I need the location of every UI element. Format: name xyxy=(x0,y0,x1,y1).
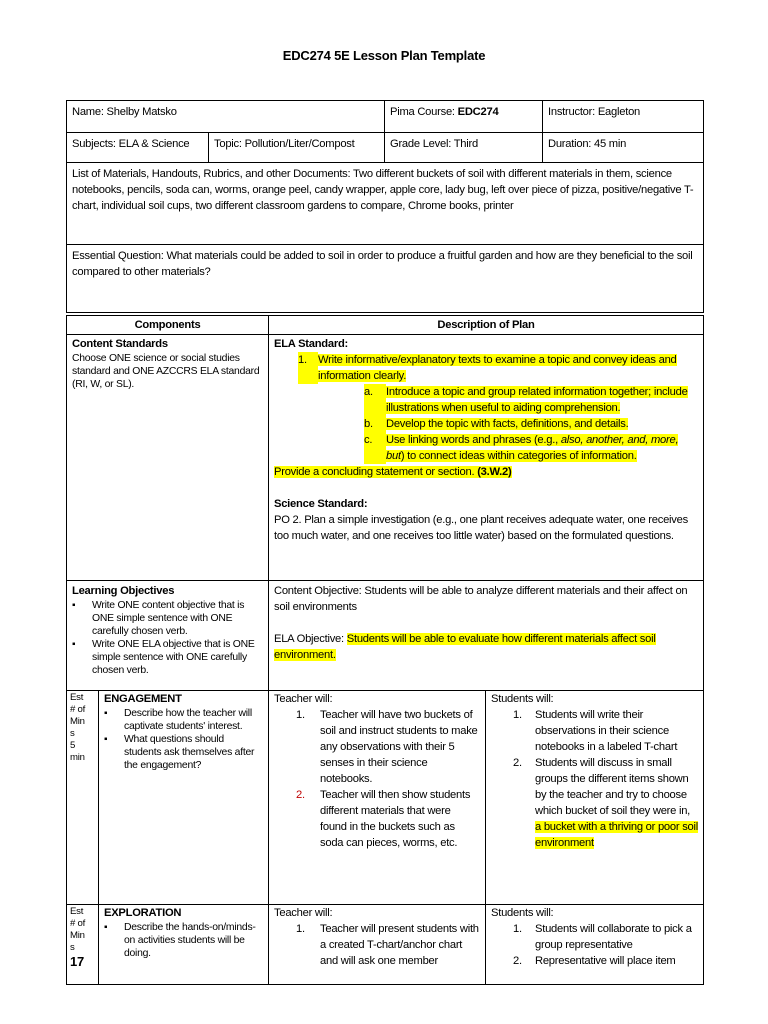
concluding-line xyxy=(274,464,698,480)
topic-cell xyxy=(209,133,385,163)
components-header xyxy=(67,316,269,335)
student-step-number: 2. xyxy=(513,757,522,769)
teacher-step-1 xyxy=(274,707,480,787)
name-cell xyxy=(67,101,385,133)
bullet-icon xyxy=(104,707,118,733)
student-step-number: 1. xyxy=(513,709,522,721)
s-label: s xyxy=(70,728,75,739)
course-value: EDC274 xyxy=(457,106,499,118)
science-standard-heading: Science Standard: xyxy=(274,498,368,510)
description-label: Description of Plan xyxy=(437,319,535,331)
student-step-number: 2. xyxy=(513,955,522,967)
ela-standard-heading: ELA Standard: xyxy=(274,338,349,350)
duration-text: Duration: 45 min xyxy=(548,138,627,150)
engagement-bullet-text: What questions should students ask themselves after the engagement? xyxy=(124,734,255,771)
engagement-phase-cell xyxy=(99,691,269,905)
engagement-teacher-cell xyxy=(269,691,486,905)
ela-objective-label: ELA Objective: xyxy=(274,633,347,645)
sub-a-text: Introduce a topic and group related information together; include illustrations when useful to aiding comprehension. xyxy=(386,386,688,414)
s-label: s xyxy=(70,942,75,953)
engagement-bullet-2 xyxy=(104,733,263,772)
teacher-step-number: 2. xyxy=(296,789,305,801)
objective-bullet-text: Write ONE content objective that is ONE simple sentence with ONE carefully chosen verb. xyxy=(92,600,245,637)
materials-cell xyxy=(67,163,704,245)
teacher-step-number: 1. xyxy=(296,709,305,721)
exploration-bullet-text: Describe the hands-on/minds-on activities students will be doing. xyxy=(124,922,256,959)
objectives-description-cell xyxy=(269,581,704,691)
exploration-student-step-2 xyxy=(491,953,698,969)
teacher-will-label: Teacher will: xyxy=(274,693,333,705)
standards-description-cell xyxy=(269,335,704,581)
sub-c-italic: also, another, and, more, but xyxy=(386,434,679,462)
ela-sub-c xyxy=(274,432,698,464)
content-standards-heading: Content Standards xyxy=(72,338,168,350)
learning-objectives-cell xyxy=(67,581,269,691)
exploration-student-step-1 xyxy=(491,921,698,953)
exploration-bullet-1 xyxy=(104,921,263,960)
subjects-text: Subjects: ELA & Science xyxy=(72,138,190,150)
teacher-will-label: Teacher will: xyxy=(274,907,333,919)
engagement-minutes-unit: min xyxy=(70,752,85,763)
exploration-phase-cell xyxy=(99,905,269,985)
plan-table xyxy=(66,315,704,985)
bullet-icon xyxy=(72,599,86,638)
student-step-text: Representative will place item xyxy=(535,955,676,967)
components-label: Components xyxy=(134,319,201,331)
of-label: # of xyxy=(70,704,86,715)
essential-question-cell xyxy=(67,245,704,313)
ela-sub-b xyxy=(274,416,698,432)
ela-item-text: Write informative/explanatory texts to examine a topic and convey ideas and information clearly. xyxy=(318,354,677,382)
course-cell xyxy=(385,101,543,133)
est-label: Est xyxy=(70,906,84,917)
student-step-number: 1. xyxy=(513,923,522,935)
grade-text: Grade Level: Third xyxy=(390,138,478,150)
student-step-2 xyxy=(491,755,698,851)
engagement-minutes: 5 xyxy=(70,740,76,751)
objective-bullet-text: Write ONE ELA objective that is ONE simple sentence with ONE carefully chosen verb. xyxy=(92,639,255,676)
sub-b-text: Develop the topic with facts, definitions, and details. xyxy=(386,418,629,430)
content-standards-instructions: Choose ONE science or social studies standard and ONE AZCCRS ELA standard (RI, W, or SL). xyxy=(72,353,260,390)
bullet-icon xyxy=(104,921,118,960)
description-header xyxy=(269,316,704,335)
ela-objective xyxy=(274,631,698,663)
ela-sub-a xyxy=(274,384,698,416)
instructor-cell xyxy=(543,101,704,133)
document-title: EDC274 5E Lesson Plan Template xyxy=(282,48,486,63)
essential-question-text: Essential Question: What materials could be added to soil in order to produce a fruitful garden and how are they beneficial to the soil compared to other materials? xyxy=(72,250,693,278)
bullet-icon xyxy=(104,733,118,772)
ela-objective-text: Students will be able to evaluate how different materials affect soil environment. xyxy=(274,633,656,661)
teacher-step-text: Teacher will have two buckets of soil and instruct students to make any observations with their 5 senses in their science notebooks. xyxy=(320,709,478,785)
materials-text: List of Materials, Handouts, Rubrics, and other Documents: Two different buckets of soil with different materials in them, science notebooks, pencils, soda can, worms, orange peel, candy wrapper, apple core, lady bug, left over piece of pizza, positive/negative T-chart, individual soil cups, two different classroom gardens to compare, Chrome books, printer xyxy=(72,168,694,212)
standard-code: (3.W.2) xyxy=(477,466,512,478)
engagement-time-cell xyxy=(67,691,99,905)
sub-b-number: b. xyxy=(364,416,386,432)
student-step-text: Students will collaborate to pick a group representative xyxy=(535,923,692,951)
subjects-cell xyxy=(67,133,209,163)
exploration-minutes: 17 xyxy=(70,954,84,969)
engagement-students-cell xyxy=(486,691,704,905)
concluding-text: Provide a concluding statement or section. xyxy=(274,466,478,478)
engagement-bullet-text: Describe how the teacher will captivate students' interest. xyxy=(124,708,252,732)
duration-cell xyxy=(543,133,704,163)
student-step-highlight: a bucket with a thriving or poor soil environment xyxy=(535,821,698,849)
exploration-heading: EXPLORATION xyxy=(104,907,182,919)
instructor-text: Instructor: Eagleton xyxy=(548,106,641,118)
bullet-icon xyxy=(72,638,86,677)
objective-bullet-2 xyxy=(72,638,263,677)
exploration-students-cell xyxy=(486,905,704,985)
course-label: Pima Course: xyxy=(390,106,458,118)
est-label: Est xyxy=(70,692,84,703)
students-will-label: Students will: xyxy=(491,693,554,705)
of-label: # of xyxy=(70,918,86,929)
exploration-teacher-cell xyxy=(269,905,486,985)
learning-objectives-heading: Learning Objectives xyxy=(72,585,175,597)
sub-c-text-start: Use linking words and phrases (e.g., xyxy=(386,434,561,446)
content-objective: Content Objective: Students will be able to analyze different materials and their affect on soil environments xyxy=(274,585,688,613)
teacher-step-2 xyxy=(274,787,480,851)
name-text: Name: Shelby Matsko xyxy=(72,106,177,118)
student-step-text: Students will discuss in small groups the different items shown by the teacher and try to choose which bucket of soil they were in, xyxy=(535,757,691,817)
teacher-step-number: 1. xyxy=(296,923,305,935)
exploration-time-cell xyxy=(67,905,99,985)
sub-c-number: c. xyxy=(364,432,386,464)
min-label: Min xyxy=(70,716,85,727)
student-step-text: Students will write their observations in their science notebooks in a labeled T-chart xyxy=(535,709,678,753)
engagement-bullet-1 xyxy=(104,707,263,733)
ela-item-1 xyxy=(274,352,698,384)
science-standard-text: PO 2. Plan a simple investigation (e.g., one plant receives adequate water, one receives too much water, and one receives too little water) based on the formulated questions. xyxy=(274,514,688,542)
ela-item-number: 1. xyxy=(298,352,318,384)
objective-bullet-1 xyxy=(72,599,263,638)
min-label: Min xyxy=(70,930,85,941)
sub-a-number: a. xyxy=(364,384,386,416)
students-will-label: Students will: xyxy=(491,907,554,919)
student-step-1 xyxy=(491,707,698,755)
grade-cell xyxy=(385,133,543,163)
header-table xyxy=(66,100,704,313)
engagement-heading: ENGAGEMENT xyxy=(104,693,182,705)
exploration-teacher-step-1 xyxy=(274,921,480,969)
content-standards-cell xyxy=(67,335,269,581)
topic-text: Topic: Pollution/Liter/Compost xyxy=(214,138,355,150)
sub-c-text-end: ) to connect ideas within categories of information. xyxy=(400,450,637,462)
teacher-step-text: Teacher will present students with a created T-chart/anchor chart and will ask one member xyxy=(320,923,479,967)
teacher-step-text: Teacher will then show students different materials that were found in the buckets such as soda can pieces, worms, etc. xyxy=(320,789,471,849)
